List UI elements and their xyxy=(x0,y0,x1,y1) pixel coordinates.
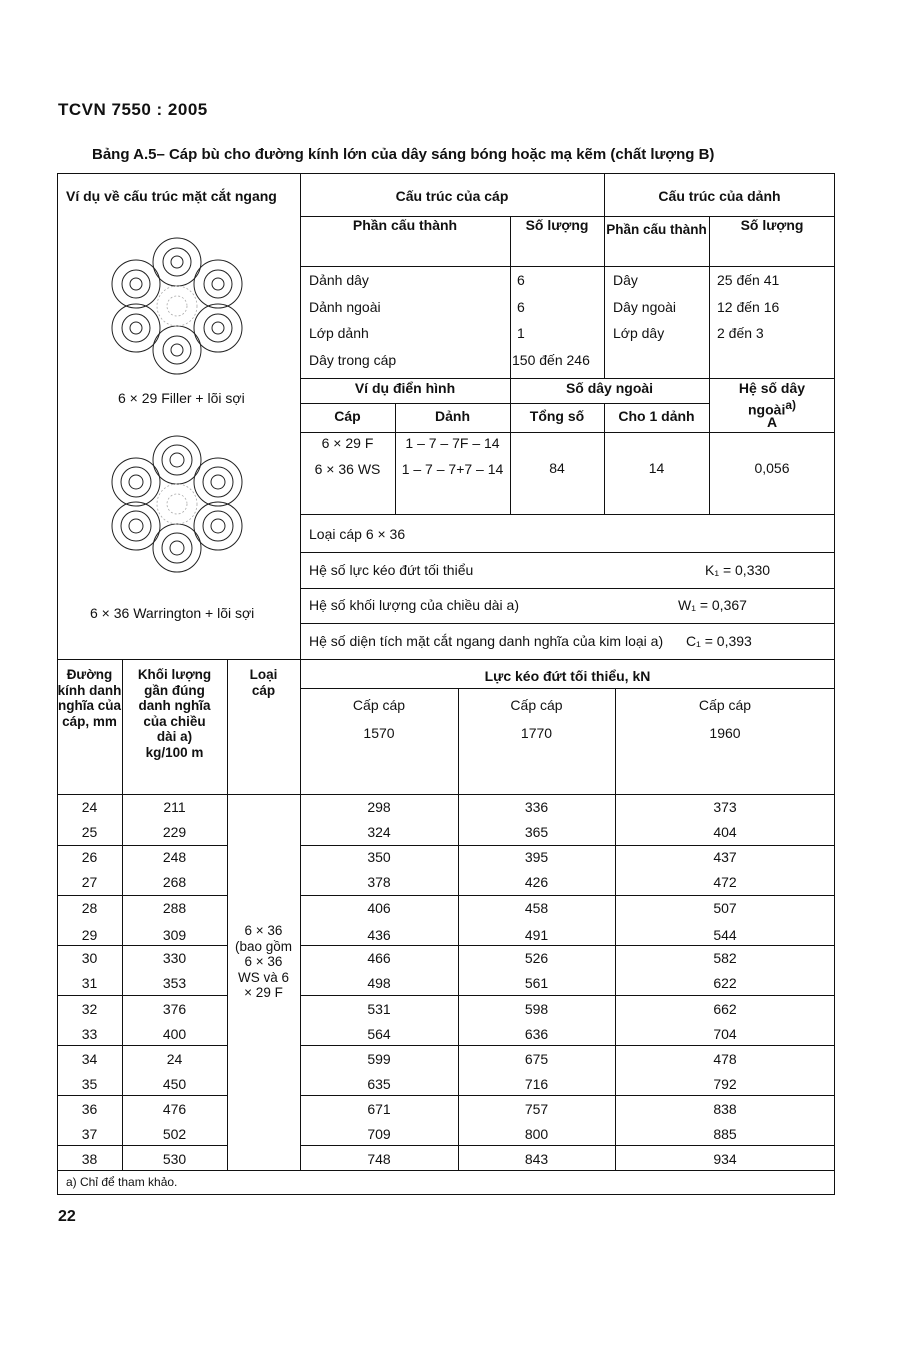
table-cell-m: 248 xyxy=(162,849,187,865)
table-cell-f2: 395 xyxy=(524,849,549,865)
cable-col-count: Số lượng xyxy=(525,217,589,233)
table-cell-f3: 373 xyxy=(713,799,737,815)
table-cell-m: 211 xyxy=(163,799,186,815)
table-cell-d: 26 xyxy=(81,849,98,865)
table-cell-d: 27 xyxy=(81,874,98,890)
table-cell-f2: 800 xyxy=(524,1126,549,1142)
col-header-mass: Khối lượng gần đúng danh nghĩa của chiều dài a) kg/100 m xyxy=(137,667,212,760)
page-number: 22 xyxy=(58,1208,76,1225)
table-cell-f1: 350 xyxy=(367,849,391,865)
table-cell-f2: 636 xyxy=(524,1026,549,1042)
cable-row-count: 6 xyxy=(517,272,525,288)
table-cell-f1: 436 xyxy=(367,927,391,943)
outer-wires-title: Số dây ngoài xyxy=(565,380,654,396)
standard-header: TCVN 7550 : 2005 xyxy=(58,100,208,119)
strand-col-count: Số lượng xyxy=(740,217,804,233)
cable-row-part: Dây trong cáp xyxy=(309,352,397,368)
factor-w-label: Hệ số khối lượng của chiều dài a) xyxy=(309,597,519,613)
img1-caption: 6 × 29 Filler + lõi sợi xyxy=(118,390,245,406)
strand-row-part: Dây xyxy=(613,272,638,288)
table-cell-f1: 531 xyxy=(367,1001,391,1017)
cable-row-count: 150 đến 246 xyxy=(512,352,590,368)
grade-label: Cấp cáp xyxy=(352,697,406,713)
grade-label: Cấp cáp xyxy=(510,697,563,713)
table-caption: Bảng A.5– Cáp bù cho đường kính lớn của dây sáng bóng hoặc mạ kẽm (chất lượng B) xyxy=(92,146,715,163)
typical-col-strand: Dảnh xyxy=(435,408,470,424)
table-cell-m: 502 xyxy=(162,1126,187,1142)
cable-structure-title: Cấu trúc của cáp xyxy=(395,188,509,204)
img2-caption: 6 × 36 Warrington + lõi sợi xyxy=(90,605,255,621)
outer-per-value: 14 xyxy=(648,460,665,476)
table-cell-m: 24 xyxy=(166,1051,183,1067)
table-cell-f1: 748 xyxy=(367,1151,391,1167)
table-cell-f2: 526 xyxy=(524,950,549,966)
strand-row-count: 2 đến 3 xyxy=(717,325,764,341)
factor-k-value: K₁ = 0,330 xyxy=(705,562,771,578)
outer-col-per: Cho 1 dảnh xyxy=(618,408,695,424)
table-cell-d: 38 xyxy=(81,1151,98,1167)
table-cell-f3: 478 xyxy=(713,1051,737,1067)
strand-row-part: Lớp dây xyxy=(613,325,665,341)
cable-row-part: Lớp dảnh xyxy=(309,325,369,341)
typical-strand: 1 – 7 – 7F – 14 xyxy=(405,435,500,451)
table-cell-f3: 662 xyxy=(713,1001,737,1017)
table-cell-d: 32 xyxy=(81,1001,98,1017)
table-cell-f3: 507 xyxy=(713,900,737,916)
table-cell-f3: 404 xyxy=(713,824,737,840)
typical-cable: 6 × 36 WS xyxy=(314,461,381,477)
table-cell-m: 476 xyxy=(162,1101,187,1117)
grade-value: 1770 xyxy=(520,725,553,741)
table-cell-f2: 757 xyxy=(524,1101,549,1117)
table-cell-m: 400 xyxy=(162,1026,187,1042)
table-cell-f2: 843 xyxy=(524,1151,549,1167)
table-cell-f1: 709 xyxy=(367,1126,391,1142)
left-panel-title: Ví dụ về cấu trúc mặt cắt ngang xyxy=(66,188,277,204)
table-cell-d: 35 xyxy=(81,1076,98,1092)
table-cell-f3: 622 xyxy=(713,975,737,991)
table-cell-d: 31 xyxy=(81,975,98,991)
table-cell-f1: 324 xyxy=(367,824,391,840)
outer-total-value: 84 xyxy=(549,460,565,476)
table-cell-m: 288 xyxy=(162,900,187,916)
table-cell-f1: 564 xyxy=(367,1026,391,1042)
coef-outer-symbol: A xyxy=(766,414,778,430)
table-cell-d: 24 xyxy=(81,799,98,815)
table-cell-d: 33 xyxy=(81,1026,98,1042)
cable-row-count: 1 xyxy=(517,325,525,341)
table-cell-f2: 458 xyxy=(524,900,549,916)
table-cell-f2: 561 xyxy=(524,975,549,991)
typical-title: Ví dụ điển hình xyxy=(354,380,456,396)
col-header-cable-type: Loại cáp xyxy=(249,667,278,698)
table-cell-f3: 792 xyxy=(713,1076,737,1092)
table-cell-m: 268 xyxy=(162,874,187,890)
cable-row-part: Dảnh ngoài xyxy=(309,299,381,315)
factor-c-label: Hệ số diện tích mặt cắt ngang danh nghĩa của kim loại a) xyxy=(309,633,664,649)
table-cell-f3: 544 xyxy=(713,927,737,943)
table-cell-f2: 716 xyxy=(524,1076,549,1092)
strand-row-count: 25 đến 41 xyxy=(717,272,780,288)
rope-cross-section-warrington-image xyxy=(100,420,255,580)
table-cell-f3: 838 xyxy=(713,1101,737,1117)
factor-k-label: Hệ số lực kéo đứt tối thiểu xyxy=(309,562,474,578)
coef-outer-title-2: ngoài$^{a)}$ xyxy=(748,398,797,418)
typical-cable: 6 × 29 F xyxy=(321,435,374,451)
table-cell-m: 229 xyxy=(162,824,187,840)
rope-cross-section-filler-image xyxy=(100,222,255,382)
cable-row-count: 6 xyxy=(517,299,525,315)
table-cell-d: 37 xyxy=(81,1126,98,1142)
table-cell-f2: 426 xyxy=(524,874,549,890)
grade-value: 1960 xyxy=(709,725,741,741)
strand-row-count: 12 đến 16 xyxy=(717,299,780,315)
cable-row-part: Dảnh dây xyxy=(309,272,369,288)
table-cell-m: 530 xyxy=(162,1151,187,1167)
table-cell-f2: 336 xyxy=(524,799,549,815)
table-cell-m: 353 xyxy=(162,975,187,991)
strand-structure-title: Cấu trúc của dảnh xyxy=(658,188,781,204)
table-cell-m: 330 xyxy=(162,950,187,966)
table-cell-d: 28 xyxy=(81,900,98,916)
table-cell-f2: 675 xyxy=(524,1051,549,1067)
table-cell-f1: 599 xyxy=(367,1051,391,1067)
strand-row-part: Dây ngoài xyxy=(613,299,677,315)
table-cell-f1: 406 xyxy=(367,900,391,916)
table-cell-f1: 466 xyxy=(367,950,391,966)
typical-col-cable: Cáp xyxy=(334,408,361,424)
outer-col-total: Tổng số xyxy=(529,408,585,424)
factor-w-value: W₁ = 0,367 xyxy=(678,597,747,613)
table-cell-f2: 598 xyxy=(524,1001,549,1017)
table-cell-m: 450 xyxy=(162,1076,187,1092)
coef-outer-value: 0,056 xyxy=(754,460,790,476)
table-cell-f2: 491 xyxy=(524,927,549,943)
grade-label: Cấp cáp xyxy=(698,697,752,713)
table-cell-f1: 378 xyxy=(367,874,391,890)
factor-cable-type: Loại cáp 6 × 36 xyxy=(309,526,406,542)
table-cell-f3: 472 xyxy=(713,874,737,890)
table-cell-f1: 498 xyxy=(367,975,391,991)
table-cell-f2: 365 xyxy=(524,824,549,840)
table-cell-m: 309 xyxy=(162,927,187,943)
factor-c-value: C₁ = 0,393 xyxy=(686,633,752,649)
table-cell-d: 36 xyxy=(81,1101,98,1117)
cable-col-part: Phần cấu thành xyxy=(352,217,458,233)
table-cell-f3: 582 xyxy=(713,950,737,966)
coef-outer-title-1: Hệ số dây xyxy=(738,380,806,396)
table-cell-f3: 934 xyxy=(713,1151,737,1167)
table-cell-d: 25 xyxy=(81,824,98,840)
table-cell-d: 30 xyxy=(81,950,98,966)
table-cell-d: 34 xyxy=(81,1051,98,1067)
cable-type-value: 6 × 36 (bao gồm 6 × 36 WS và 6 × 29 F xyxy=(234,923,293,1000)
col-header-diameter: Đường kính danh nghĩa của cáp, mm xyxy=(57,667,122,729)
table-cell-f1: 298 xyxy=(367,799,391,815)
table-cell-f1: 671 xyxy=(367,1101,391,1117)
table-cell-m: 376 xyxy=(162,1001,187,1017)
table-cell-f1: 635 xyxy=(367,1076,391,1092)
footnote: a) Chỉ để tham khảo. xyxy=(66,1175,178,1189)
col-header-breaking-force: Lực kéo đứt tối thiểu, kN xyxy=(484,668,651,684)
grade-value: 1570 xyxy=(363,725,395,741)
table-cell-d: 29 xyxy=(81,927,98,943)
table-cell-f3: 704 xyxy=(713,1026,737,1042)
typical-strand: 1 – 7 – 7+7 – 14 xyxy=(401,461,504,477)
table-cell-f3: 437 xyxy=(713,849,737,865)
table-cell-f3: 885 xyxy=(713,1126,737,1142)
strand-col-part: Phần cấu thành xyxy=(606,222,707,237)
